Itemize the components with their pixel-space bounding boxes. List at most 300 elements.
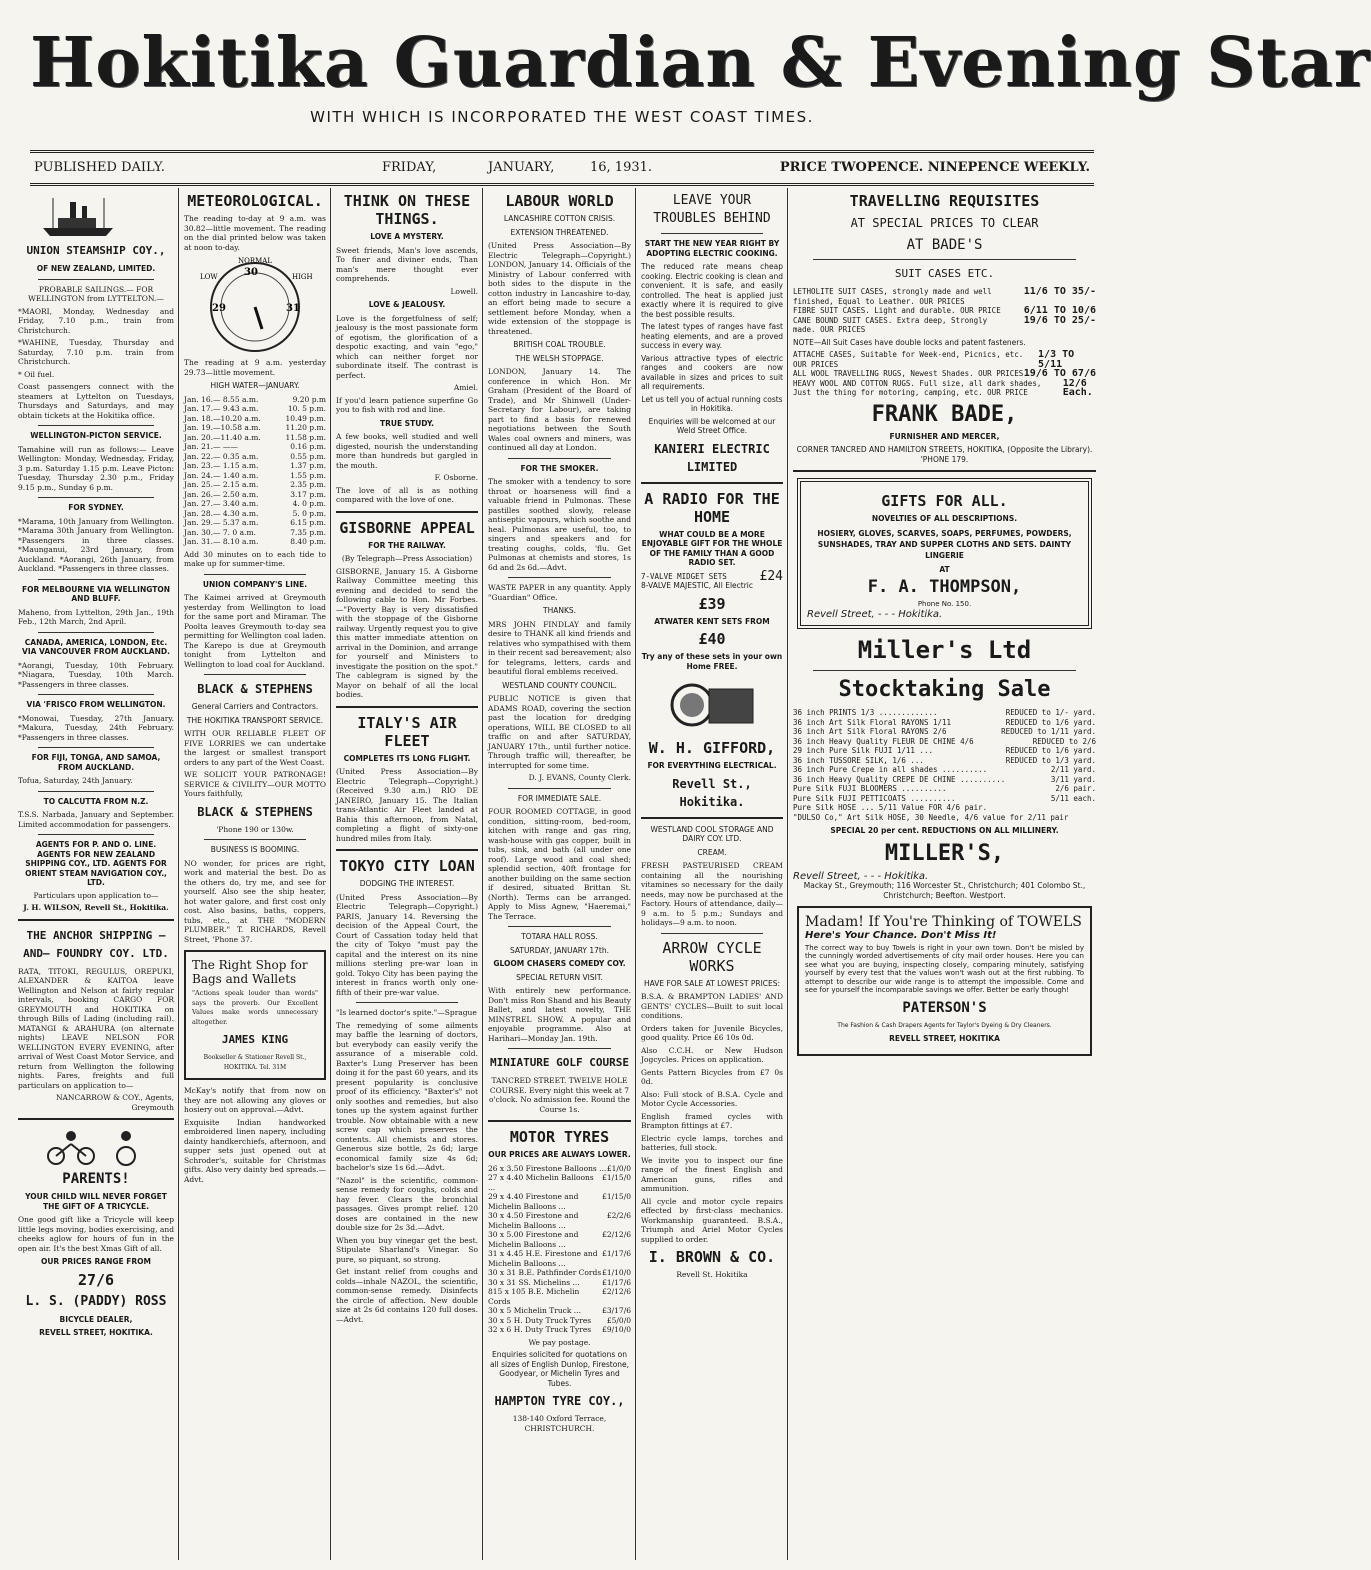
gifford-sub: FOR EVERYTHING ELECTRICAL. <box>647 761 777 770</box>
italy-sub: COMPLETES ITS LONG FLIGHT. <box>343 753 471 763</box>
smoker-text: The smoker with a tendency to sore throat or hoarseness will find a valuable friend in Pulmonas. These pastilles soothed slowly, release antiseptic vapours, which soothe and heal. Pulmonas are useful, too, to singers and speakers and for treating coughs, colds, 'flu. Get Pulmonas at chemists and stores, 1s 6d and 2s 6d.—Advt. <box>488 477 631 572</box>
high-water-row <box>184 509 326 519</box>
gisborne-by: (By Telegraph—Press Association) <box>341 554 473 563</box>
thompson-phone: Phone No. 150. <box>917 600 972 608</box>
radio-set-icon <box>667 675 757 735</box>
true-study-head: TRUE STUDY. <box>379 418 435 428</box>
english-cycles: English framed cycles with Brampton fittings at £7. <box>641 1111 783 1130</box>
wellington-picton-text: Tamahine will run as follows:— Leave Wellington: Monday, Wednesday, Friday, 3 p.m. Saturday 1.15 p.m. Leave Picton: Tuesday, Thursday 2.30 p.m., Friday 9.15 p.m., Sunday 6 p.m. <box>18 444 174 492</box>
barometer-dial <box>190 255 320 355</box>
column-shipping <box>18 188 174 1560</box>
arrow-sub: HAVE FOR SALE AT LOWEST PRICES: <box>643 978 781 988</box>
totara-head: TOTARA HALL ROSS. <box>521 932 598 941</box>
patience-verse: If you'd learn patience superfine Go you to fish with rod and line. <box>336 395 478 414</box>
fiji-head: FOR FIJI, TONGA, AND SAMOA, FROM AUCKLAND. <box>31 753 161 772</box>
tyre-row-cell: 815 x 105 B.E. Michelin Cords <box>488 1287 580 1306</box>
sale-item-row-cell: REDUCED to 1/3 yard. <box>1005 755 1096 765</box>
fiji-text: Tofua, Saturday, 24th January. <box>18 776 133 785</box>
high-water-row-cell: Jan. 21.— —— <box>184 442 238 451</box>
tyre-row-cell: £9/10/0 <box>602 1325 631 1334</box>
sydney-text: *Marama, 10th January from Wellington. *Marama 30th January from Wellington. *Passengers in three classes. *Maunganui, 23rd January, from Auckland. *Aorangi, 26th January, from Auckland. *Passengers in three classes. <box>18 516 174 573</box>
gifford-address: Revell St., Hokitika. <box>672 776 752 809</box>
golf-text: TANCRED STREET. TWELVE HOLE COURSE. Every night this week at 7 o'clock. No admission fee. Round the Course 1s. <box>489 1076 630 1114</box>
tyre-row-cell: 30 x 31 B.E. Pathfinder Cords <box>488 1268 602 1277</box>
coast-passengers: Coast passengers connect with the steamers at Lyttelton on Tuesdays, Thursdays and Saturdays, and may obtain tickets at the Hokitika office. <box>18 382 174 420</box>
jealousy-head: LOVE & JEALOUSY. <box>368 300 446 309</box>
tyre-row <box>488 1164 631 1174</box>
italy-head: ITALY'S AIR FLEET <box>357 713 457 750</box>
sale-items <box>793 708 1096 822</box>
nazol-ad: "Nazol" is the scientific, common-sense remedy for coughs, colds and hay fever. Clears the bronchial passages. Gives prompt relief. 120 doses are contained in the new double size for 2s 3d.—Advt. <box>336 1175 478 1232</box>
dial-29: 29 <box>212 303 226 314</box>
atwater-price: £40 <box>698 630 726 648</box>
sale-item-row <box>793 813 1096 823</box>
anchor-shipping-text: RATA, TITOKI, REGULUS, OREPUKI, ALEXANDER & KAITOA leave Wellington and Nelson at fairly regular intervals, booking CARGO FOR GREYMOUTH and HOKITIKA on through Bills of Lading (including rail). MATANGI & ARAHURA (on alternate nights) LEAVE NELSON FOR WELLINGTON EVERY EVENING, after arrival of West Coast Motor Service, and return from Wellington the following nights. Fares, freights and full particulars on application to— <box>18 966 174 1090</box>
tyre-row-cell: 32 x 6 H. Duty Truck Tyres <box>488 1325 592 1334</box>
suit-note: NOTE—All Suit Cases have double locks and patent fasteners. <box>793 337 1026 347</box>
jealousy-text: Love is the forgetfulness of self; jealousy is the most passionate form of egotism, the glorification of a despotic exacting, and vain "ego," which can neither forget nor subordinate itself. The contrast is perfect. <box>336 313 478 380</box>
radio-7-price: £24 <box>759 568 783 584</box>
right-shop-quote: "Actions speak louder than words" says the proverb. Our Excellent Values make words unnecessary altogether. <box>192 989 318 1026</box>
tyre-row <box>488 1325 631 1335</box>
thompson-ad <box>797 478 1092 629</box>
try-free: Try any of these sets in your own Home FREE. <box>641 652 783 671</box>
high-water-row-cell: Jan. 30.— 7. 0 a.m. <box>184 527 256 537</box>
suit-case-items <box>793 287 1096 335</box>
tyre-row-cell: £1/15/0 <box>602 1173 631 1182</box>
dial-normal: NORMAL <box>238 257 273 265</box>
meteorological-head: METEOROLOGICAL. <box>187 192 323 210</box>
travelling-head: TRAVELLING REQUISITES <box>849 192 1040 210</box>
high-water-row <box>184 499 326 509</box>
nancarrow: NANCARROW & COY., Agents, Greymouth <box>55 1093 174 1112</box>
baxter-remedy: The remedying of some ailments may baffle the learning of doctors, but everybody can easily verify the assurance of a miserable cold. Baxter's Lung Preserver has been doing it for the past 60 years, and its present popularity is conclusive proof of its efficiency. "Baxter's" not only soothes and remedies, but also tones up the system against further trouble. Now obtainable with a new screw cap which preserves the contents. All chemists and stores. Generous size bottle, 2s 6d; large economical family size 4s 6d; bachelor's size 1s 6d.—Advt. <box>336 1020 478 1172</box>
high-water-row-cell: 8.40 p.m. <box>290 537 326 546</box>
high-water-row-cell: Jan. 16.— 8.55 a.m. <box>184 394 259 404</box>
parents-sub: YOUR CHILD WILL NEVER FORGET THE GIFT OF A TRICYCLE. <box>25 1192 167 1211</box>
column-meteorological <box>184 188 326 1560</box>
attache-price: 1/3 TO 5/11 <box>1038 349 1075 370</box>
cream-head: CREAM. <box>697 847 727 857</box>
rugs-price: 19/6 TO 67/6 <box>1023 368 1096 379</box>
sale-item-row-cell: 36 inch Heavy Quality CREPE DE CHINE .......... <box>793 774 1006 784</box>
latest-types: The latest types of ranges have fast heating elements, and are a proved success in every way. <box>641 322 783 350</box>
mckay-notice: McKay's notify that from now on they are not allowing any gloves or hosiery out on approval.—Advt. <box>184 1086 326 1114</box>
anchor-shipping-title: THE ANCHOR SHIPPING —AND— FOUNDRY COY. LTD. <box>23 928 169 960</box>
tyre-row <box>488 1316 631 1326</box>
maori-sailing: *MAORI, Monday, Wednesday and Friday, 7.10 p.m., train from Christchurch. <box>18 306 174 335</box>
column-electric <box>641 188 783 1560</box>
radio-8-valve: 8-VALVE MAJESTIC, All Electric <box>641 581 754 590</box>
james-king-name: JAMES KING <box>221 1033 289 1046</box>
patersons-ad <box>797 906 1092 1056</box>
suit-case-item <box>793 287 1096 306</box>
particulars: Particulars upon application to— <box>33 890 159 900</box>
tyre-row-cell: £3/17/6 <box>602 1306 631 1315</box>
black-stephens-sub2: THE HOKITIKA TRANSPORT SERVICE. <box>186 715 324 725</box>
atwater-kent: ATWATER KENT SETS FROM <box>654 616 770 626</box>
sale-item-row-cell: Pure Silk FUJI BLOOMERS .......... <box>793 784 947 793</box>
high-water-row-cell: 0.16 p.m. <box>290 442 326 451</box>
column-rule <box>482 188 483 1560</box>
travelling-at: AT BADE'S <box>906 237 983 253</box>
tricycle-icon <box>26 1126 166 1166</box>
italy-text: (United Press Association—By Electric Telegraph—Copyright.) (Received 9.30 a.m.) RIO DE JANEIRO, January 15. The Italian trans-Atlantic Air Fleet landed at Bahia this afternoon, from Natal, completing a flight of sixty-one hundred miles from Italy. <box>336 767 478 843</box>
patersons-sub: The Fashion & Cash Drapers Agents for Taylor's Dyeing & Dry Cleaners. <box>837 1021 1052 1029</box>
heavy-rugs-price: 12/6 Each. <box>1062 377 1093 398</box>
motor-tyres-sub: OUR PRICES ARE ALWAYS LOWER. <box>488 1150 631 1159</box>
sale-item-row-cell: 36 inch Heavy Quality FLEUR DE CHINE 4/6 <box>793 736 974 746</box>
wilson: J. H. WILSON, Revell St., Hokitika. <box>23 903 169 912</box>
high-water-row-cell: Jan. 25.— 2.15 a.m. <box>184 480 259 489</box>
indian-napery: Exquisite Indian handworked embroidered linen napery, including dainty handkerchiefs, afternoon, and supper sets just opened out at Schroder's, suitable for Christmas gifts. Also very dainty bed spreads.—Advt. <box>184 1117 326 1184</box>
high-water-row-cell: 1.37 p.m. <box>290 461 326 470</box>
high-water-row-cell: Jan. 24.— 1.40 a.m. <box>184 470 259 480</box>
gifford-name: W. H. GIFFORD, <box>648 739 776 757</box>
sale-item-row <box>793 784 1096 794</box>
coal-sub: THE WELSH STOPPAGE. <box>515 353 604 363</box>
gloom-text: With entirely new performance. Don't miss Ron Shand and his Beauty Ballet, and latest novelty, THE MINSTREL SHOW. A popular and enjoyable programme. Also at Harihari—Monday Jan. 19th. <box>488 986 631 1043</box>
sydney-head: FOR SYDNEY. <box>68 503 124 512</box>
tyre-row-cell: £1/15/0 <box>602 1192 631 1201</box>
running-costs: Let us tell you of actual running costs in Hokitika. <box>641 394 783 413</box>
nazol-ad-2: Get instant relief from coughs and colds—inhale NAZOL, the scientific, common-sense remedy. Disinfects the circle of affection. New double size at 2s 6d contains 120 full doses.—Advt. <box>336 1267 478 1324</box>
high-water-row-cell: Jan. 23.— 1.15 a.m. <box>184 461 259 470</box>
start-new-year: START THE NEW YEAR RIGHT BY ADOPTING ELECTRIC COOKING. <box>644 239 780 258</box>
rugs-desc: ALL WOOL TRAVELLING RUGS, Newest Shades. OUR PRICES <box>793 369 1024 378</box>
tyre-row <box>488 1249 631 1268</box>
high-water-row-cell: 6.15 p.m. <box>290 518 326 527</box>
gifts-sub: NOVELTIES OF ALL DESCRIPTIONS. <box>871 514 1018 523</box>
union-company-line-head: UNION COMPANY'S LINE. <box>202 579 308 589</box>
tyre-row-cell: £1/17/6 <box>602 1277 631 1287</box>
true-study-text: A few books, well studied and well digested, nourish the understanding more than hundreds but gargled in the mouth. <box>336 432 478 470</box>
millers-name: MILLER'S, <box>884 840 1005 866</box>
sale-item-row-cell: REDUCED to 1/6 yard. <box>1005 746 1096 755</box>
sale-item-row <box>793 765 1096 775</box>
column-rule <box>787 188 788 1560</box>
sale-item-row <box>793 737 1096 747</box>
ccm-jogcycles: Also C.C.H. or New Hudson Jogcycles. Prices on application. <box>641 1045 783 1064</box>
tyre-row-cell: 30 x 31 SS. Michelins ... <box>488 1277 580 1287</box>
sale-item-row-cell: Pure Silk FUJI PETTICOATS .......... <box>793 793 956 803</box>
evans: D. J. EVANS, County Clerk. <box>528 773 631 782</box>
high-water-head: HIGH WATER—JANUARY. <box>210 381 300 390</box>
cycle-lamps: Electric cycle lamps, torches and batteries, full stock. <box>641 1133 783 1152</box>
business-booming-text: NO wonder, for prices are right, work and material the best. Do as the others do, try me, and see for yourself. Also see the ship heater, hot water galore, and first cost only cost. Also basins, baths, coppers, tubs, etc., at THE "MODERN PLUMBER." T. RICHARDS, Revell Street, 'Phone 37. <box>184 858 326 944</box>
newspaper-subtitle: WITH WHICH IS INCORPORATED THE WEST COAST TIMES. <box>310 108 814 126</box>
frisco-head: VIA 'FRISCO FROM WELLINGTON. <box>26 700 166 709</box>
tyre-row-cell: £5/0/0 <box>606 1315 631 1325</box>
column-labour <box>488 188 631 1560</box>
tokyo-text: (United Press Association—By Electric Telegraph—Copyright.) PARIS, January 14. Reversing the decision of the Appeal Court, the Court of Cassation today held that the city of Tokyo "must pay the capital and the interest on its nine millions sterling pre-war loan in gold. Tokyo City has been paying the interest in francs worth only one-fifth of their pre-war value. <box>336 892 478 997</box>
right-shop-head: The Right Shop for Bags and Wallets <box>192 958 308 986</box>
towels-chance: Here's Your Chance. Don't Miss It! <box>805 930 997 941</box>
high-water-row <box>184 490 326 500</box>
various-types: Various attractive types of electric ranges and cookers are now available in sizes and prices to suit all requirements. <box>641 353 783 391</box>
tyre-row-cell: 26 x 3.50 Firestone Balloons ... <box>488 1163 607 1173</box>
waste-paper: WASTE PAPER in any quantity. Apply "Guardian" Office. <box>488 583 631 602</box>
labour-head: LABOUR WORLD <box>505 192 614 210</box>
full-stock: Also: Full stock of B.S.A. Cycle and Motor Cycle Accessories. <box>641 1089 783 1108</box>
melbourne-text: Maheno, from Lyttelton, 29th Jan., 19th Feb., 12th March, 2nd April. <box>18 607 174 626</box>
union-steamship-title: UNION STEAMSHIP COY., <box>26 244 166 257</box>
tyre-row <box>488 1287 631 1306</box>
ross-name: L. S. (PADDY) ROSS <box>25 1293 167 1309</box>
totara-date: SATURDAY, JANUARY 17th. <box>509 945 610 955</box>
sale-item-row-cell: 5/11 each. <box>1050 793 1096 803</box>
gifts-at: AT <box>939 564 950 574</box>
date-year: 16, 1931. <box>590 160 653 175</box>
high-water-row-cell: Jan. 26.— 2.50 a.m. <box>184 489 259 499</box>
high-water-row-cell: 10. 5 p.m. <box>287 404 326 413</box>
dairy-head: WESTLAND COOL STORAGE AND DAIRY COY. LTD. <box>650 824 774 843</box>
repairs: All cycle and motor cycle repairs effected by first-class mechanics. Workmanship guaranteed. B.S.A., Triumph and Ariel Motor Cycles supplied to order. <box>641 1196 783 1244</box>
high-water-row <box>184 480 326 490</box>
tyre-row-cell: £1/10/0 <box>602 1268 631 1277</box>
gisborne-head: GISBORNE APPEAL <box>339 518 475 537</box>
labour-text: (United Press Association—By Electric Telegraph—Copyright.) LONDON, January 14. Officials of the Ministry of Labour conferred with both sides to the dispute in the cotton industry in Lancashire to-day, an effort being made to secure a settlement before Monday, when a wide extension of the stoppage is threatened. <box>488 241 631 336</box>
tyre-row-cell: 30 x 4.50 Firestone and Michelin Balloons ... <box>488 1211 579 1230</box>
thanks-text: MRS JOHN FINDLAY and family desire to THANK all kind friends and relatives who sympathised with them in their recent sad bereavement; also for telegrams, letters, cards and beautiful floral emblems received. <box>488 619 631 676</box>
high-water-row-cell: Jan. 28.— 4.30 a.m. <box>184 508 259 518</box>
suit-case-price: 19/6 TO 25/- <box>1023 314 1096 326</box>
high-water-row-cell: Jan. 27.— 3.40 a.m. <box>184 499 259 508</box>
tyre-row-cell: £1/17/6 <box>602 1249 631 1258</box>
sale-item-row <box>793 756 1096 766</box>
stocktaking-sale: Stocktaking Sale <box>838 677 1051 702</box>
sale-item-row-cell: REDUCED to 1/- yard. <box>1005 708 1096 717</box>
coal-head: BRITISH COAL TROUBLE. <box>513 340 606 349</box>
sale-item-row-cell: Pure Silk HOSE ... 5/11 Value FOR 4/6 pair. <box>793 803 988 812</box>
travelling-sub: AT SPECIAL PRICES TO CLEAR <box>850 216 1039 230</box>
sale-item-row-cell: 36 inch Art Silk Floral RAYONS 2/6 <box>793 727 947 736</box>
arrow-head: ARROW CYCLE WORKS <box>662 938 762 975</box>
agents-list: AGENTS FOR P. AND O. LINE. AGENTS FOR NEW ZEALAND SHIPPING COY., LTD. AGENTS FOR ORIENT STEAM NAVIGATION COY., LTD. <box>25 840 167 887</box>
sale-item-row-cell: REDUCED to 2/6 <box>1032 736 1096 746</box>
price-range-value: 27/6 <box>77 1270 115 1289</box>
high-water-row <box>184 452 326 462</box>
sale-item-row <box>793 746 1096 756</box>
madam-towels: Madam! If You're Thinking of TOWELS <box>805 914 1082 930</box>
masthead <box>30 20 1371 140</box>
sale-item-row <box>793 708 1096 718</box>
sale-item-row <box>793 718 1096 728</box>
coal-text: LONDON, January 14. The conference in which Hon. Mr Graham (President of the Board of Trade), and Mr Shinwell (Under-Secretary for Labour), are taking part to find a basis for renewed negotiations between the South Wales coal owners and miners, was continued all day at London. <box>488 367 631 452</box>
weld-street: Enquiries will be welcomed at our Weld Street Office. <box>648 416 776 435</box>
thompson-address: Revell Street, - - - Hokitika. <box>807 608 943 620</box>
high-water-row-cell: 11.58 p.m. <box>285 432 326 442</box>
tokyo-head: TOKYO CITY LOAN <box>339 857 475 875</box>
tyre-row-cell: £2/12/6 <box>602 1230 631 1239</box>
canada-head: CANADA, AMERICA, LONDON, Etc. VIA VANCOUVER FROM AUCKLAND. <box>22 637 170 656</box>
high-water-row-cell: Jan. 22.— 0.35 a.m. <box>184 451 259 461</box>
osborne: F. Osborne. <box>434 473 478 482</box>
gifts-head: GIFTS FOR ALL. <box>881 492 1008 510</box>
suit-case-desc: LETHOLITE SUIT CASES, strongly made and well finished, Equal to Leather. OUR PRICES <box>793 287 992 306</box>
tyre-row-cell: 27 x 4.40 Michelin Balloons ... <box>488 1173 594 1192</box>
sale-item-row <box>793 803 1096 813</box>
parents-head: PARENTS! <box>62 1171 130 1187</box>
smoker-head: FOR THE SMOKER. <box>520 463 599 473</box>
leave-troubles-head: LEAVE YOUR TROUBLES BEHIND <box>653 193 771 226</box>
suit-case-price: 6/11 TO 10/6 <box>1023 305 1096 316</box>
high-water-row-cell: Jan. 19.—10.58 a.m. <box>184 423 261 432</box>
sale-item-row-cell: 36 inch TUSSORE SILK, 1/6 ... <box>793 755 924 765</box>
tyre-row <box>488 1192 631 1211</box>
frank-bade-sub: FURNISHER AND MERCER, <box>889 431 1000 441</box>
calcutta-head: TO CALCUTTA FROM N.Z. <box>43 796 149 806</box>
newspaper-title: Hokitika Guardian & Evening Star <box>30 23 1371 103</box>
radio-8-price: £39 <box>698 594 726 613</box>
tyre-row <box>488 1230 631 1249</box>
radio-7-valve: 7-VALVE MIDGET SETS <box>641 571 727 581</box>
millinery-special: SPECIAL 20 per cent. REDUCTIONS ON ALL MILLINERY. <box>830 826 1059 835</box>
sale-item-row <box>793 794 1096 804</box>
james-king-sub: Bookseller & Stationer Revell St., HOKITIKA. Tel. 31M <box>203 1054 307 1071</box>
melbourne-head: FOR MELBOURNE VIA WELLINGTON AND BLUFF. <box>21 584 171 603</box>
reduced-rate: The reduced rate means cheap cooking. Electric cooking is clean and convenient. It is safe, and easily controlled. The heat is applied just exactly where it is required to give the best possible results. <box>641 262 783 319</box>
high-water-row <box>184 423 326 433</box>
tyre-row <box>488 1306 631 1316</box>
brown-name: I. BROWN & CO. <box>648 1248 776 1266</box>
high-water-row-cell: 3.17 p.m. <box>290 489 326 499</box>
price-line: PRICE TWOPENCE. NINEPENCE WEEKLY. <box>779 160 1090 175</box>
ross-address: REVELL STREET, HOKITIKA. <box>39 1328 153 1337</box>
vinegar-ad: When you buy vinegar get the best. Stipulate Sharland's Vinegar. So pure, so piquant, so strong. <box>336 1235 478 1264</box>
brown-address: Revell St. Hokitika <box>676 1270 748 1279</box>
radio-sub: WHAT COULD BE A MORE ENJOYABLE GIFT FOR THE WHOLE OF THE FAMILY THAN A GOOD RADIO SET. <box>641 529 783 567</box>
published-daily: PUBLISHED DAILY. <box>34 160 165 175</box>
towels-text: The correct way to buy Towels is right in your own town. Don't be misled by the cunningly worded advertisements of city mail order houses. Here you can see what you are buying, inspecting closely, comparing minutely, satisfying yourself by every test that the values won't wash out at the first rubbing. To attempt to describe our wide range is to attempt the impossible. Come and see for yourself the incomparable savings we offer. Better be early though! <box>805 943 1084 994</box>
date-day: FRIDAY, <box>382 160 437 175</box>
column-advertisements <box>793 188 1096 1560</box>
high-water-row-cell: 5. 0 p.m. <box>292 508 326 518</box>
calcutta-text: T.S.S. Narbada, January and September. Limited accommodation for passengers. <box>18 810 174 829</box>
union-steamship-sub: OF NEW ZEALAND, LIMITED. <box>36 264 156 273</box>
tyre-row <box>488 1268 631 1278</box>
hampton-address: 138-140 Oxford Terrace, CHRISTCHURCH. <box>512 1414 607 1433</box>
dial-high: HIGH <box>292 273 313 281</box>
suit-case-desc: FIBRE SUIT CASES. Light and durable. OUR PRICE <box>793 306 1001 315</box>
canada-text: *Aorangi, Tuesday, 10th February. *Niagara, Tuesday, 10th March. *Passengers in three classes. <box>18 660 174 689</box>
immediate-sale-text: FOUR ROOMED COTTAGE, in good condition, sitting-room, bed-room, kitchen with range and gas ring, wash-house with gas copper, built in tubs, sink, and bath (all under one roof). Large wood and coal shed; splendid section, 40ft frontage for another building on the same section if desired, situated Brittan St. (North). Terms can be arranged. Apply to Miss Agnew, "Haeremai," The Terrace. <box>488 807 631 921</box>
amiel: Amiel. <box>453 383 478 392</box>
sale-item-row-cell: REDUCED to 1/6 yard. <box>1005 717 1096 727</box>
oil-fuel-note: * Oil fuel. <box>18 369 55 379</box>
tyre-enquiries: Enquiries solicited for quotations on all sizes of English Dunlop, Firestone, Goodyear, or Michelin Tyres and Tubes. <box>489 1350 630 1388</box>
doctor-quote: "Is learned doctor's spite."—Sprague <box>336 1008 477 1017</box>
high-water-row <box>184 528 326 538</box>
high-water-row-cell: 2.35 p.m. <box>290 480 326 489</box>
high-water-row <box>184 461 326 471</box>
sale-item-row <box>793 727 1096 737</box>
probable-sailings: PROBABLE SAILINGS.— FOR WELLINGTON from LYTTELTON.— <box>28 284 164 303</box>
love-mystery-head: LOVE A MYSTERY. <box>370 232 444 241</box>
radio-head: A RADIO FOR THE HOME <box>644 489 780 526</box>
high-water-row-cell: 4. 0 p.m. <box>292 499 326 508</box>
business-booming-head: BUSINESS IS BOOMING. <box>210 845 300 854</box>
love-of-all: The love of all is as nothing compared with the love of one. <box>336 485 478 504</box>
cream-text: FRESH PASTEURISED CREAM containing all the nourishing vitamines so necessary for the daily needs, may now be purchased at the Factory. Hours of attendance, daily—9 a.m. to 5 p.m.; Sundays and holidays—9 a.m. to noon. <box>641 861 783 927</box>
hampton-name: HAMPTON TYRE COY., <box>494 1394 625 1408</box>
juvenile-bicycles: Orders taken for Juvenile Bicycles, good quality. Price £6 10s 0d. <box>641 1023 783 1042</box>
steamship-icon <box>38 190 118 240</box>
sale-item-row-cell: 29 inch Pure Silk FUJI 1/11 ... <box>793 746 933 755</box>
meteorological-text: The reading to-day at 9 a.m. was 30.82—little movement. The reading on the dial printed below was taken at noon to-day. <box>184 214 326 252</box>
millers-ltd: Miller's Ltd <box>857 636 1032 664</box>
high-water-row-cell: 9.20 p.m <box>292 394 326 404</box>
dial-31: 31 <box>286 303 300 314</box>
price-range-label: OUR PRICES RANGE FROM <box>40 1257 152 1266</box>
tyre-price-table <box>488 1164 631 1335</box>
frisco-text: *Monowai, Tuesday, 27th January. *Makura, Tuesday, 24th February. *Passengers in three classes. <box>18 713 174 742</box>
high-water-row-cell: 11.20 p.m. <box>285 423 326 432</box>
gifts-text: HOSIERY, GLOVES, SCARVES, SOAPS, PERFUMES, POWDERS, SUNSHADES, TRAY AND SUPPER CLOTHS AND SETS. DAINTY LINGERIE <box>817 528 1072 560</box>
sale-item-row-cell: 36 inch PRINTS 1/3 ............. <box>793 708 938 717</box>
frank-bade: FRANK BADE, <box>871 401 1018 427</box>
sale-item-row-cell: 36 inch Pure Crepe in all shades .......... <box>793 765 988 774</box>
high-water-row <box>184 395 326 405</box>
labour-sub2: EXTENSION THREATENED. <box>510 227 609 237</box>
black-stephens-solicit: WE SOLICIT YOUR PATRONAGE! SERVICE & CIVILITY—OUR MOTTO Yours faithfully, <box>184 770 326 798</box>
parents-text: One good gift like a Tricycle will keep little legs moving, bodies exercising, and cheeks aglow for hours of fun in the open air. It's the best Xmas Gift of all. <box>18 1215 174 1253</box>
sale-item-row-cell: "DULSO Co," Art Silk HOSE, 30 Needle, 4/6 value for 2/11 pair <box>793 812 1069 822</box>
sale-item-row <box>793 775 1096 785</box>
date-month: JANUARY, <box>488 160 555 175</box>
gisborne-sub: FOR THE RAILWAY. <box>368 540 446 550</box>
attache-desc: ATTACHE CASES, Suitable for Week-end, Picnics, etc. OUR PRICES <box>793 350 1024 369</box>
high-water-row <box>184 404 326 414</box>
thanks-head: THANKS. <box>542 606 577 615</box>
golf-head: MINIATURE GOLF COURSE <box>489 1056 630 1069</box>
county-council-head: WESTLAND COUNTY COUNCIL. <box>502 680 617 690</box>
tyre-row <box>488 1173 631 1192</box>
column-rule <box>330 188 331 1560</box>
column-rule <box>178 188 179 1560</box>
tyre-row-cell: 30 x 5 H. Duty Truck Tyres <box>488 1315 592 1325</box>
patersons-name: PATERSON'S <box>902 999 987 1016</box>
ross-sub: BICYCLE DEALER, <box>59 1314 133 1324</box>
high-water-note: Add 30 minutes on to each tide to make up for summer-time. <box>184 549 326 568</box>
suit-case-desc: CANE BOUND SUIT CASES. Extra deep, Strongly made. OUR PRICES <box>793 315 988 334</box>
suit-case-item <box>793 316 1096 335</box>
tyre-row <box>488 1211 631 1230</box>
dateline <box>30 150 1094 186</box>
wellington-picton-head: WELLINGTON-PICTON SERVICE. <box>30 431 162 440</box>
sale-item-row-cell: 2/6 pair. <box>1055 784 1096 793</box>
high-water-row-cell: 0.55 p.m. <box>290 451 326 461</box>
high-water-row-cell: Jan. 17.— 9.43 a.m. <box>184 404 259 413</box>
column-rule <box>635 188 636 1560</box>
high-water-row <box>184 471 326 481</box>
tyre-row-cell: 30 x 5 Michelin Truck ... <box>488 1306 581 1315</box>
frank-bade-address: CORNER TANCRED AND HAMILTON STREETS, HOKITIKA, (Opposite the Library). 'PHONE 179. <box>796 445 1093 464</box>
high-water-row-cell: 7.35 p.m. <box>290 527 326 537</box>
suit-case-price: 11/6 TO 35/- <box>1023 286 1096 297</box>
black-stephens-sub: General Carriers and Contractors. <box>191 702 319 711</box>
dial-low: LOW <box>200 273 218 281</box>
tokyo-sub: DODGING THE INTEREST. <box>359 879 455 888</box>
high-water-row-cell: 10.49 p.m. <box>285 413 326 423</box>
high-water-row-cell: Jan. 20.—11.40 a.m. <box>184 432 261 442</box>
patersons-address: REVELL STREET, HOKITIKA <box>889 1034 1000 1043</box>
guns-invite: We invite you to inspect our fine range of the finest English and American guns, rifles and ammunition. <box>641 1155 783 1193</box>
kanieri-electric: KANIERI ELECTRIC LIMITED <box>654 441 770 474</box>
high-water-row <box>184 442 326 452</box>
high-water-row-cell: Jan. 31.— 8.10 a.m. <box>184 537 259 546</box>
suit-cases-head: SUIT CASES ETC. <box>894 267 995 280</box>
